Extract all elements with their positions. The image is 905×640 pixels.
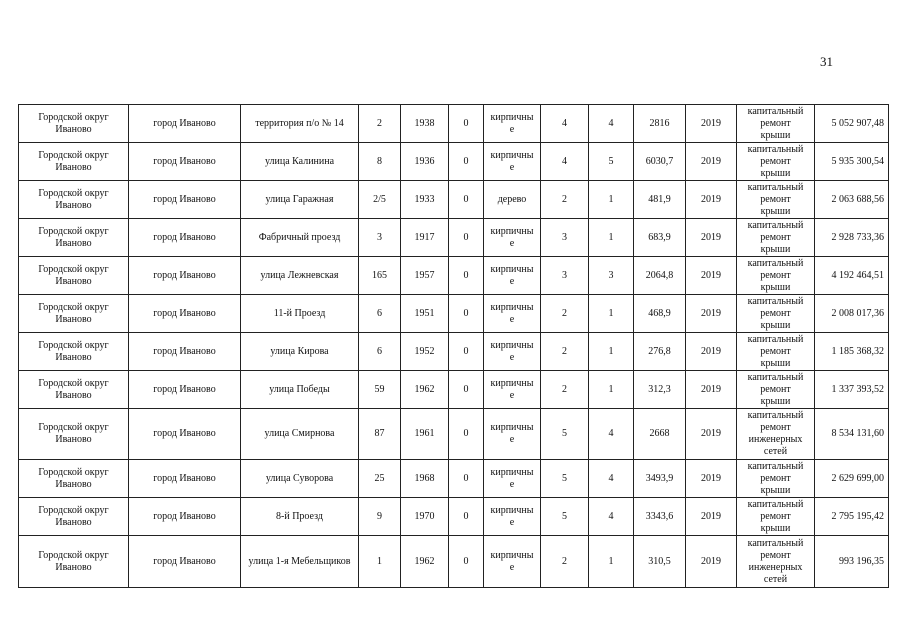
entrances-cell: 4	[589, 498, 634, 536]
area-cell: 312,3	[634, 371, 686, 409]
material-cell: кирпичны е	[484, 460, 541, 498]
cost-cell: 2 063 688,56	[815, 181, 889, 219]
floors-cell: 5	[541, 498, 589, 536]
floors-cell: 2	[541, 333, 589, 371]
house-cell: 8	[359, 143, 401, 181]
okrug-cell: Городской округ Иваново	[19, 143, 129, 181]
year-cell: 1917	[401, 219, 449, 257]
year-cell: 1933	[401, 181, 449, 219]
entrances-cell: 3	[589, 257, 634, 295]
work-type-cell: капитальный ремонт инженерных сетей	[737, 536, 815, 588]
work-type-cell: капитальный ремонт крыши	[737, 371, 815, 409]
house-cell: 59	[359, 371, 401, 409]
cost-cell: 2 795 195,42	[815, 498, 889, 536]
entrances-cell: 5	[589, 143, 634, 181]
street-cell: улица 1-я Мебельщиков	[241, 536, 359, 588]
okrug-cell: Городской округ Иваново	[19, 257, 129, 295]
cost-cell: 5 935 300,54	[815, 143, 889, 181]
house-cell: 25	[359, 460, 401, 498]
okrug-cell: Городской округ Иваново	[19, 371, 129, 409]
house-cell: 2	[359, 105, 401, 143]
zero-cell: 0	[449, 105, 484, 143]
repair-program-table	[18, 104, 889, 588]
material-cell: кирпичны е	[484, 498, 541, 536]
floors-cell: 5	[541, 409, 589, 460]
plan-year-cell: 2019	[686, 219, 737, 257]
work-type-cell: капитальный ремонт крыши	[737, 460, 815, 498]
work-type-cell: капитальный ремонт крыши	[737, 143, 815, 181]
street-cell: 11-й Проезд	[241, 295, 359, 333]
entrances-cell: 1	[589, 219, 634, 257]
cost-cell: 8 534 131,60	[815, 409, 889, 460]
plan-year-cell: 2019	[686, 536, 737, 588]
year-cell: 1968	[401, 460, 449, 498]
table-row	[19, 219, 889, 257]
okrug-cell: Городской округ Иваново	[19, 536, 129, 588]
plan-year-cell: 2019	[686, 333, 737, 371]
zero-cell: 0	[449, 257, 484, 295]
plan-year-cell: 2019	[686, 409, 737, 460]
okrug-cell: Городской округ Иваново	[19, 498, 129, 536]
entrances-cell: 4	[589, 105, 634, 143]
floors-cell: 2	[541, 536, 589, 588]
floors-cell: 3	[541, 257, 589, 295]
material-cell: кирпичны е	[484, 409, 541, 460]
floors-cell: 5	[541, 460, 589, 498]
zero-cell: 0	[449, 181, 484, 219]
year-cell: 1957	[401, 257, 449, 295]
material-cell: дерево	[484, 181, 541, 219]
year-cell: 1962	[401, 536, 449, 588]
house-cell: 9	[359, 498, 401, 536]
year-cell: 1936	[401, 143, 449, 181]
street-cell: улица Суворова	[241, 460, 359, 498]
area-cell: 2668	[634, 409, 686, 460]
city-cell: город Иваново	[129, 460, 241, 498]
year-cell: 1938	[401, 105, 449, 143]
area-cell: 3493,9	[634, 460, 686, 498]
year-cell: 1961	[401, 409, 449, 460]
floors-cell: 4	[541, 105, 589, 143]
work-type-cell: капитальный ремонт крыши	[737, 105, 815, 143]
zero-cell: 0	[449, 460, 484, 498]
floors-cell: 2	[541, 295, 589, 333]
city-cell: город Иваново	[129, 371, 241, 409]
area-cell: 481,9	[634, 181, 686, 219]
material-cell: кирпичны е	[484, 105, 541, 143]
work-type-cell: капитальный ремонт крыши	[737, 257, 815, 295]
table-row	[19, 536, 889, 588]
cost-cell: 993 196,35	[815, 536, 889, 588]
city-cell: город Иваново	[129, 219, 241, 257]
cost-cell: 5 052 907,48	[815, 105, 889, 143]
house-cell: 165	[359, 257, 401, 295]
cost-cell: 2 008 017,36	[815, 295, 889, 333]
city-cell: город Иваново	[129, 181, 241, 219]
zero-cell: 0	[449, 295, 484, 333]
year-cell: 1962	[401, 371, 449, 409]
table-row	[19, 371, 889, 409]
entrances-cell: 1	[589, 333, 634, 371]
year-cell: 1970	[401, 498, 449, 536]
area-cell: 2064,8	[634, 257, 686, 295]
house-cell: 2/5	[359, 181, 401, 219]
zero-cell: 0	[449, 536, 484, 588]
zero-cell: 0	[449, 371, 484, 409]
floors-cell: 4	[541, 143, 589, 181]
area-cell: 310,5	[634, 536, 686, 588]
plan-year-cell: 2019	[686, 371, 737, 409]
zero-cell: 0	[449, 143, 484, 181]
city-cell: город Иваново	[129, 105, 241, 143]
entrances-cell: 1	[589, 536, 634, 588]
material-cell: кирпичны е	[484, 371, 541, 409]
work-type-cell: капитальный ремонт инженерных сетей	[737, 409, 815, 460]
zero-cell: 0	[449, 498, 484, 536]
entrances-cell: 4	[589, 460, 634, 498]
street-cell: улица Лежневская	[241, 257, 359, 295]
street-cell: территория п/о № 14	[241, 105, 359, 143]
page-number: 31	[820, 54, 833, 69]
city-cell: город Иваново	[129, 295, 241, 333]
floors-cell: 2	[541, 371, 589, 409]
house-cell: 6	[359, 333, 401, 371]
city-cell: город Иваново	[129, 498, 241, 536]
plan-year-cell: 2019	[686, 460, 737, 498]
table-row	[19, 498, 889, 536]
work-type-cell: капитальный ремонт крыши	[737, 295, 815, 333]
table-row	[19, 181, 889, 219]
plan-year-cell: 2019	[686, 105, 737, 143]
plan-year-cell: 2019	[686, 295, 737, 333]
okrug-cell: Городской округ Иваново	[19, 295, 129, 333]
street-cell: улица Смирнова	[241, 409, 359, 460]
street-cell: Фабричный проезд	[241, 219, 359, 257]
street-cell: 8-й Проезд	[241, 498, 359, 536]
year-cell: 1952	[401, 333, 449, 371]
table-row	[19, 333, 889, 371]
table-row	[19, 105, 889, 143]
okrug-cell: Городской округ Иваново	[19, 219, 129, 257]
okrug-cell: Городской округ Иваново	[19, 181, 129, 219]
okrug-cell: Городской округ Иваново	[19, 333, 129, 371]
work-type-cell: капитальный ремонт крыши	[737, 498, 815, 536]
material-cell: кирпичны е	[484, 295, 541, 333]
area-cell: 468,9	[634, 295, 686, 333]
house-cell: 87	[359, 409, 401, 460]
table-row	[19, 295, 889, 333]
city-cell: город Иваново	[129, 257, 241, 295]
plan-year-cell: 2019	[686, 181, 737, 219]
okrug-cell: Городской округ Иваново	[19, 460, 129, 498]
zero-cell: 0	[449, 333, 484, 371]
plan-year-cell: 2019	[686, 257, 737, 295]
cost-cell: 1 185 368,32	[815, 333, 889, 371]
plan-year-cell: 2019	[686, 143, 737, 181]
okrug-cell: Городской округ Иваново	[19, 105, 129, 143]
area-cell: 2816	[634, 105, 686, 143]
work-type-cell: капитальный ремонт крыши	[737, 333, 815, 371]
street-cell: улица Кирова	[241, 333, 359, 371]
table-row	[19, 143, 889, 181]
city-cell: город Иваново	[129, 409, 241, 460]
city-cell: город Иваново	[129, 536, 241, 588]
house-cell: 1	[359, 536, 401, 588]
zero-cell: 0	[449, 219, 484, 257]
cost-cell: 1 337 393,52	[815, 371, 889, 409]
entrances-cell: 1	[589, 181, 634, 219]
material-cell: кирпичны е	[484, 536, 541, 588]
table-row	[19, 460, 889, 498]
material-cell: кирпичны е	[484, 219, 541, 257]
cost-cell: 2 928 733,36	[815, 219, 889, 257]
material-cell: кирпичны е	[484, 333, 541, 371]
zero-cell: 0	[449, 409, 484, 460]
cost-cell: 2 629 699,00	[815, 460, 889, 498]
entrances-cell: 1	[589, 371, 634, 409]
house-cell: 6	[359, 295, 401, 333]
city-cell: город Иваново	[129, 143, 241, 181]
street-cell: улица Гаражная	[241, 181, 359, 219]
area-cell: 683,9	[634, 219, 686, 257]
entrances-cell: 1	[589, 295, 634, 333]
year-cell: 1951	[401, 295, 449, 333]
area-cell: 276,8	[634, 333, 686, 371]
area-cell: 3343,6	[634, 498, 686, 536]
cost-cell: 4 192 464,51	[815, 257, 889, 295]
street-cell: улица Калинина	[241, 143, 359, 181]
material-cell: кирпичны е	[484, 143, 541, 181]
table-row	[19, 257, 889, 295]
area-cell: 6030,7	[634, 143, 686, 181]
table-row	[19, 409, 889, 460]
material-cell: кирпичны е	[484, 257, 541, 295]
entrances-cell: 4	[589, 409, 634, 460]
floors-cell: 2	[541, 181, 589, 219]
okrug-cell: Городской округ Иваново	[19, 409, 129, 460]
street-cell: улица Победы	[241, 371, 359, 409]
work-type-cell: капитальный ремонт крыши	[737, 181, 815, 219]
floors-cell: 3	[541, 219, 589, 257]
house-cell: 3	[359, 219, 401, 257]
city-cell: город Иваново	[129, 333, 241, 371]
work-type-cell: капитальный ремонт крыши	[737, 219, 815, 257]
plan-year-cell: 2019	[686, 498, 737, 536]
